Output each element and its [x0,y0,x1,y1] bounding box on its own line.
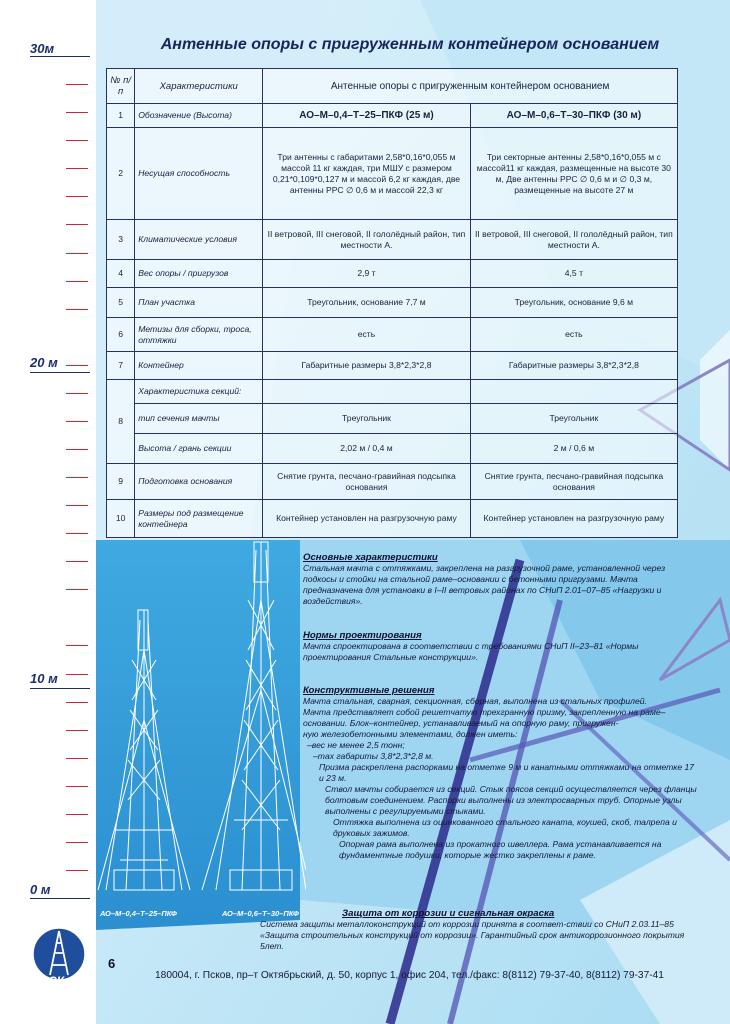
row-num: 8 [107,380,135,464]
row-value-a: есть [263,318,471,352]
row-value-a: Три антенны с габаритами 2,58*0,16*0,055 м массой 11 кг каждая, три МШУ с размером 0,21*0,109*0,127 м и массой 6,2 кг каждая, две антенны РРС ∅ 0,6 м и массой 22,3 кг [263,128,471,220]
height-ruler [0,0,100,1024]
row-char: Климатические условия [135,220,263,260]
section-text: Система защиты металлоконструкций от коррозии принята в соответ-ствии со СНиП 2.03.11–85 «Защита строительных конструкций от коррозии». Гарантийный срок антикоррозионного покрытия 5лет. [260,919,685,951]
row-value-a: Треугольник [263,404,471,434]
section-title: Нормы проектирования [303,630,422,641]
row-num: 7 [107,352,135,380]
row-char: Высота / грань секции [135,434,263,464]
section-title: Защита от коррозии и сигнальная окраска [342,908,555,919]
ruler-tick [66,196,88,197]
table-row [107,380,678,404]
table-row [107,352,678,380]
row-value-b: 4,5 т [470,260,677,288]
row-value-a: 2,02 м / 0,4 м [263,434,471,464]
ruler-tick [66,224,88,225]
row-value-a: Габаритные размеры 3,8*2,3*2,8 [263,352,471,380]
ruler-tick [66,589,88,590]
ruler-tick [66,84,88,85]
section-text: Мачта спроектирована в соответствии с требованиями СНиП II–23–81 «Нормы проектирования Стальные конструкции». [303,641,639,662]
ruler-tick [66,393,88,394]
ruler-tick [66,168,88,169]
page-title: Антенные опоры с пригруженным контейнером основанием [160,36,660,53]
ruler-tick [66,477,88,478]
ruler-tick [66,140,88,141]
row-num: 4 [107,260,135,288]
tower-left-drawing [98,610,190,890]
header-characteristics: Характеристики [135,69,263,104]
row-num: 1 [107,104,135,128]
ruler-tick [66,561,88,562]
corrosion-protection-section [260,908,698,952]
section-line: Ствол мачты собирается из секций. Стык поясов секций осуществляется через фланцы болтовым соединением. Распорки выполнены из электросварных труб. Опорные узлы выполнены с регулируемыми стыками. [325,784,697,816]
row-value-b: АО–М–0,6–Т–30–ПКФ (30 м) [470,104,677,128]
ruler-tick [66,645,88,646]
section-title: Основные характеристики [303,552,438,563]
row-num: 5 [107,288,135,318]
row-value-b: Габаритные размеры 3,8*2,3*2,8 [470,352,677,380]
tower-drawings [96,540,306,920]
ruler-tick [66,421,88,422]
row-value-b: Треугольник, основание 9,6 м [470,288,677,318]
ruler-tick [66,702,88,703]
row-char: Метизы для сборки, троса, оттяжки [135,318,263,352]
row-char: тип сечения мачты [135,404,263,434]
table-row [107,434,678,464]
page-number: 6 [108,956,116,971]
row-char: Размеры под размещение контейнера [135,500,263,538]
ruler-tick [66,112,88,113]
spec-table [106,68,678,538]
row-value-b [470,380,677,404]
row-num: 9 [107,464,135,500]
row-value-a: АО–М–0,4–Т–25–ПКФ (25 м) [263,104,471,128]
design-norms-section [303,630,698,663]
main-characteristics-section [303,552,698,607]
row-char: Несущая способность [135,128,263,220]
row-value-b: Контейнер установлен на разгрузочную раму [470,500,677,538]
ruler-line-10 [30,688,90,689]
tower-right-drawing [202,542,306,890]
ruler-label-0: 0 м [30,882,51,897]
row-value-a: II ветровой, III снеговой, II гололёдный район, тип местности А. [263,220,471,260]
ruler-tick [66,674,88,675]
table-header-row [107,69,678,104]
row-value-a: Треугольник, основание 7,7 м [263,288,471,318]
table-row [107,104,678,128]
table-row [107,500,678,538]
ruler-tick [66,842,88,843]
section-line: ную железобетонными элементами, должен иметь: [303,729,518,739]
row-value-b: есть [470,318,677,352]
header-num: № п/п [107,69,135,104]
tower-right-caption: АО–М–0,6–Т–30–ПКФ [222,909,299,918]
ruler-tick [66,365,88,366]
ruler-tick [66,505,88,506]
section-line: –max габариты 3,8*2,3*2,8 м. [313,751,434,761]
section-line: –вес не менее 2,5 тонн; [307,740,405,750]
ruler-tick [66,449,88,450]
section-line: Мачта представляет собой решетчатую трехгранную призму, закрепленную на раме–основании. Блок–контейнер, устанавливаемый на опорную раму, пригружен- [303,707,666,728]
ruler-tick [66,758,88,759]
ruler-label-20: 20 м [30,355,58,370]
table-row [107,260,678,288]
ruler-line-30 [30,56,90,57]
footer-address: 180004, г. Псков, пр–т Октябрьский, д. 50, корпус 1, офис 204, тел./факс: 8(8112) 79-37-40, 8(8112) 79-37-41 [155,970,664,981]
table-row [107,318,678,352]
row-char: Вес опоры / пригрузов [135,260,263,288]
row-value-b: 2 м / 0,6 м [470,434,677,464]
row-num: 6 [107,318,135,352]
row-value-b: Три секторные антенны 2,58*0,16*0,055 м с массой11 кг каждая, размещенные на высоте 30 м, Две антенны РРС ∅ 0,6 м и ∅ 0,3 м, размещенные на высоте 27 м [470,128,677,220]
row-char: Обозначение (Высота) [135,104,263,128]
row-value-a: Контейнер установлен на разгрузочную раму [263,500,471,538]
row-char: Характеристика секций: [135,380,263,404]
tower-left-caption: АО–М–0,4–Т–25–ПКФ [100,909,177,918]
section-line: Опорная рама выполнена из прокатного швеллера. Рама устанавливается на фундаментные подушки, которые жестко закреплены к раме. [339,839,662,860]
section-text: Стальная мачта с оттяжками, закреплена на разгрузочной раме, установленной через подкосы и стойки на стальной раме–основании с бетонными пригрузами. Мачта предназначена для установки в I–II ветровых районах по СНиП 2.01–07–85 «Нагрузки и воздействия». [303,563,666,606]
ruler-tick [66,281,88,282]
row-value-b: II ветровой, III снеговой, II гололёдный район, тип местности А. [470,220,677,260]
section-line: Оттяжка выполнена из оцинкованного стального каната, коушей, скоб, талрепа и друковых зажимов. [333,817,677,838]
row-num: 2 [107,128,135,220]
ruler-tick [66,309,88,310]
ruler-tick [66,253,88,254]
logo-text: МСК [38,974,65,988]
table-row [107,464,678,500]
section-line: Мачта стальная, сварная, секционная, сборная, выполнена из стальных профилей. [303,696,647,706]
row-char: План участка [135,288,263,318]
table-row [107,128,678,220]
row-char: Подготовка основания [135,464,263,500]
row-char: Контейнер [135,352,263,380]
ruler-line-20 [30,372,90,373]
row-value-a [263,380,471,404]
constructive-solutions-section [303,685,698,861]
row-value-b: Снятие грунта, песчано-гравийная подсыпка основания [470,464,677,500]
row-num: 10 [107,500,135,538]
ruler-tick [66,730,88,731]
ruler-tick [66,814,88,815]
ruler-label-10: 10 м [30,671,58,686]
table-row [107,220,678,260]
table-row [107,404,678,434]
row-value-a: 2,9 т [263,260,471,288]
ruler-tick [66,533,88,534]
section-line: Призма раскреплена распорками на отметке 9 м и канатными оттяжками на отметке 17 и 23 м. [319,762,695,783]
row-num: 3 [107,220,135,260]
table-row [107,288,678,318]
ruler-tick [66,870,88,871]
header-main: Антенные опоры с пригруженным контейнером основанием [263,69,678,104]
row-value-a: Снятие грунта, песчано-гравийная подсыпка основания [263,464,471,500]
ruler-label-30: 30м [30,41,55,56]
ruler-line-0 [30,898,90,899]
row-value-b: Треугольник [470,404,677,434]
ruler-tick [66,786,88,787]
section-title: Конструктивные решения [303,685,435,696]
